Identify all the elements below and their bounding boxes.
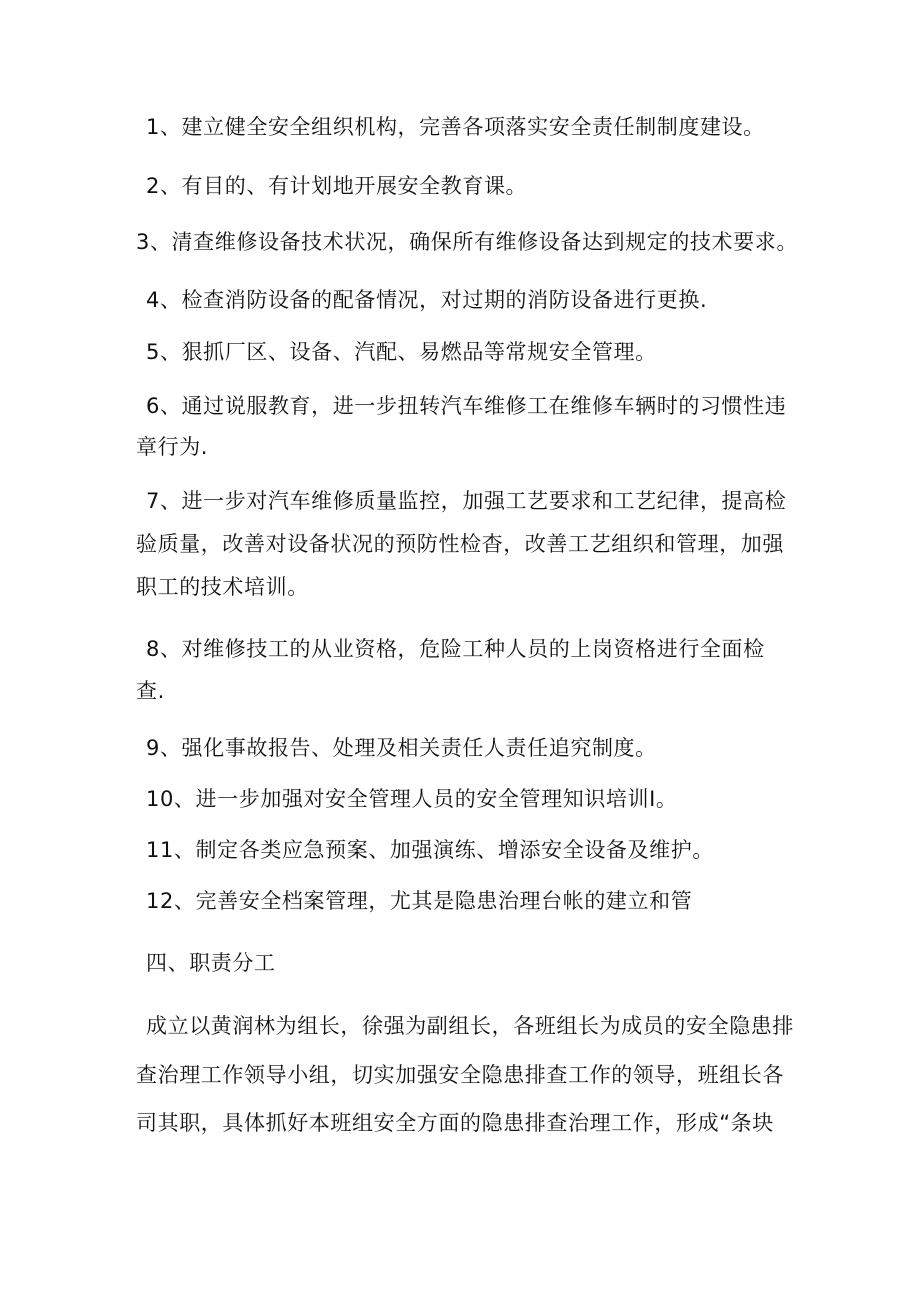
item-7-line-1: 7、进一步对汽车维修质量监控，加强工艺要求和工艺纪律，提高检 — [146, 489, 787, 513]
item-4: 4、检查消防设备的配备情况，对过期的消防设备进行更换. — [146, 288, 708, 312]
body-paragraph-line-3: 司其职，具体抓好本班组安全方面的隐患排查治理工作，形成“条块 — [136, 1111, 774, 1135]
item-5: 5、狠抓厂区、设备、汽配、易燃品等常规安全管理。 — [146, 340, 657, 364]
item-8-line-2: 查. — [136, 679, 165, 703]
item-6-line-2: 章行为. — [136, 435, 209, 459]
item-8-line-1: 8、对维修技工的从业资格，危险工种人员的上岗资格进行全面检 — [146, 637, 765, 661]
item-7-line-2: 验质量，改善对设备状况的预防性检杳，改善工艺组织和管理，加强 — [136, 532, 784, 556]
body-paragraph-line-1: 成立以黄润林为组长，徐强为副组长，各班组长为成员的安全隐患排 — [146, 1014, 794, 1038]
body-paragraph-line-2: 查治理工作领导小组，切实加强安全隐患排查工作的领导，班组长各 — [136, 1063, 784, 1087]
item-10: 10、进一步加强对安全管理人员的安全管理知识培训I。 — [146, 787, 678, 811]
item-9: 9、强化事故报告、处理及相关责任人责任追究制度。 — [146, 736, 657, 760]
item-12: 12、完善安全档案管理，尤其是隐患治理台帐的建立和管 — [146, 889, 693, 913]
item-7-line-3: 职工的技术培训。 — [136, 575, 309, 599]
section-heading: 四、职责分工 — [146, 951, 276, 975]
item-3: 3、清查维修设备技术状况，确保所有维修设备达到规定的技术要求。 — [136, 230, 798, 254]
item-6-line-1: 6、通过说服教育，进一步扭转汽车维修工在维修车辆时的习惯性违 — [146, 394, 787, 418]
item-11: 11、制定各类应急预案、加强演练、增添安全设备及维护。 — [146, 838, 714, 862]
item-1: 1、建立健全安全组织机构，完善各项落实安全责任制制度建设。 — [146, 115, 765, 139]
item-2: 2、有目的、有计划地开展安全教育课。 — [146, 174, 528, 198]
